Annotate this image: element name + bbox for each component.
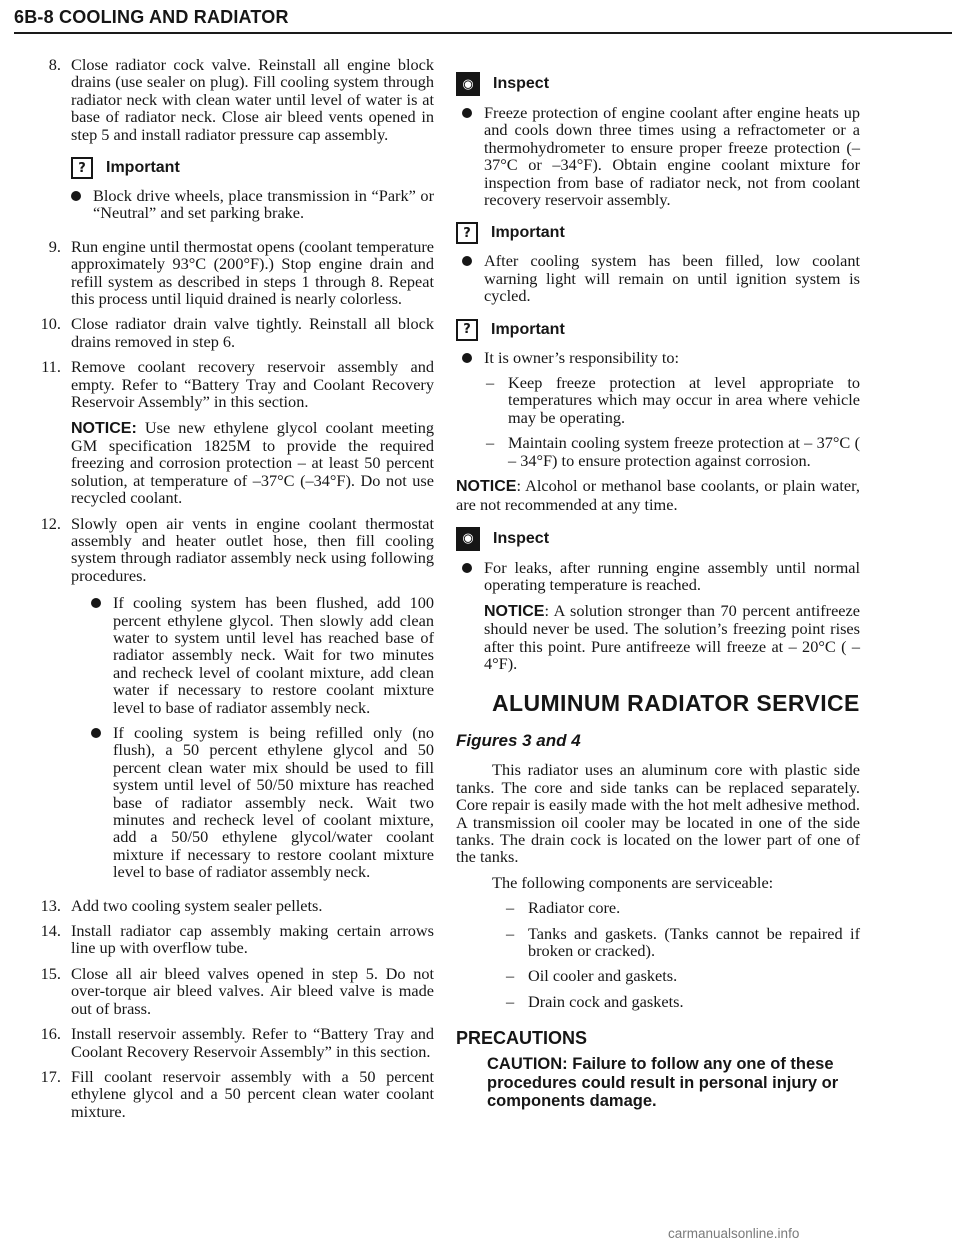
figures-heading: Figures 3 and 4: [456, 731, 581, 751]
step-9: 9. Run engine until thermostat opens (coolant temperature approximately 93°C (200°F).) Stop engine drain and refill system as described in steps 1 through 8. Repeat this process until liquid drained is nearly colorless.: [48, 236, 434, 309]
left-column: [34, 56, 434, 1128]
important-callout: ? Important: [456, 319, 860, 341]
inspect-eye-icon: ◉: [456, 527, 480, 551]
list-item: Block drive wheels, place transmission in “Park” or “Neutral” and set parking brake.: [71, 187, 434, 222]
step-11: 11. Remove coolant recovery reservoir assembly and empty. Refer to “Battery Tray and Coolant Recovery Reservoir Assembly” in this section. NOTICE: Use new ethylene glycol coolant meeting GM specification 1825M to provide the required freezing and corrosion protection – at least 50 percent solution, at temperature of –37°C (–34°F). Do not use recycled coolant.: [41, 357, 434, 508]
important-callout: ? Important: [456, 222, 860, 244]
bullet-icon: [91, 728, 101, 738]
bullet-icon: [462, 353, 472, 363]
step-12: 12. Slowly open air vents in engine coolant thermostat assembly and heater outlet hose, then fill cooling system through radiator assembly neck using following procedures. If cooling system has been flushed, add 100 percent ethylene glycol. Then slowly add clean water to system until level has reached base of radiator assembly neck. Wait for two minutes and recheck level of coolant mixture, add clean water if necessary to restore coolant mixture level to base of radiator assembly neck. If cooling system is being refilled only (no flush), a 50 percent ethylene glycol and 50 percent clean water mix should be used to fill system until level of 50/50 mixture has reached base of radiator assembly neck. Wait two minutes and recheck level of coolant mixture, add a 50/50 ethylene glycol/water coolant mixture if necessary to restore coolant mixture level to base of radiator assembly neck.: [40, 513, 434, 882]
right-column: [456, 64, 860, 1111]
notice: NOTICE: Use new ethylene glycol coolant meeting GM specification 1825M to provide the required freezing and corrosion protection – at least 50 percent solution, at temperature of –37°C (–34°F). Do not use recycled coolant.: [71, 417, 434, 508]
list-item: – Oil cooler and gaskets.: [506, 966, 678, 986]
serviceable-intro: The following components are serviceable:: [492, 872, 774, 892]
important-callout: ? Important: [71, 157, 434, 179]
step-14: 14. Install radiator cap assembly making certain arrows line up with overflow tube.: [40, 921, 434, 958]
list-item: – Tanks and gaskets. (Tanks cannot be repaired if broken or cracked).: [506, 923, 860, 960]
step-16: 16. Install reservoir assembly. Refer to “Battery Tray and Coolant Recovery Reservoir Assembly” in this section.: [40, 1024, 434, 1061]
step-10: 10. Close radiator drain valve tightly. Reinstall all block drains removed in step 6.: [40, 314, 434, 351]
page-title: 6B-8 COOLING AND RADIATOR: [14, 7, 289, 27]
list-item: – Maintain cooling system freeze protection at – 37°C ( – 34°F) to ensure protection against corrosion.: [486, 433, 860, 470]
bullet-icon: [462, 563, 472, 573]
step-13: 13. Add two cooling system sealer pellets.: [40, 895, 323, 915]
lightbulb-icon: ?: [456, 319, 478, 341]
notice: NOTICE: Alcohol or methanol base coolants, or plain water, are not recommended at any time.: [456, 476, 860, 514]
watermark: carmanualsonline.info: [668, 1226, 800, 1241]
step-15: 15. Close all air bleed valves opened in step 5. Do not over-torque air bleed valves. Air bleed valve is made out of brass.: [40, 963, 434, 1018]
page-header: [14, 6, 952, 34]
bullet-icon: [462, 108, 472, 118]
inspect-eye-icon: ◉: [456, 72, 480, 96]
lightbulb-icon: ?: [71, 157, 93, 179]
list-item: After cooling system has been filled, low coolant warning light will remain on until ignition system is cycled.: [456, 252, 860, 304]
bullet-icon: [91, 598, 101, 608]
list-item: – Keep freeze protection at level appropriate to temperatures which may occur in area where vehicle may be operating.: [486, 373, 860, 427]
list-item: For leaks, after running engine assembly until normal operating temperature is reached.: [456, 559, 860, 594]
list-item: – Drain cock and gaskets.: [506, 991, 684, 1011]
bullet-icon: [462, 256, 472, 266]
precautions-heading: PRECAUTIONS: [456, 1028, 588, 1049]
list-item: – Radiator core.: [506, 898, 621, 918]
list-item: It is owner’s responsibility to:: [456, 349, 860, 366]
list-item: Freeze protection of engine coolant after engine heats up and cools down three times using a refractometer or a thermohydrometer to ensure proper freeze protection (–37°C or –34°F). Obtain engine coolant mixture for inspection from base of radiator neck, not from coolant recovery reservoir assembly.: [456, 104, 860, 208]
inspect-callout: ◉ Inspect: [456, 72, 860, 96]
inspect-callout: ◉ Inspect: [456, 527, 860, 551]
section-title: ALUMINUM RADIATOR SERVICE: [492, 690, 860, 717]
step-8: 8. Close radiator cock valve. Reinstall all engine block drains (use sealer on plug). Fill cooling system through radiator neck with clean water until level of water is at base of radiator neck. Close air bleed vents opened in step 5 and install radiator pressure cap assembly. ? Important Block drive wheels, place transmission in “Park” or “Neutral” and set parking brake.: [48, 55, 434, 223]
caution-text: CAUTION: Failure to follow any one of these procedures could result in personal injury or components damage.: [487, 1055, 839, 1111]
step-17: 17. Fill coolant reservoir assembly with a 50 percent ethylene glycol and a 50 percent clean water coolant mixture.: [40, 1066, 434, 1121]
list-item: If cooling system is being refilled only (no flush), a 50 percent ethylene glycol and 50 percent clean water mix should be used to fill system until level of 50/50 mixture has reached base of radiator assembly neck. Wait two minutes and recheck level of coolant mixture, add a 50/50 ethylene glycol/water coolant mixture if necessary to restore coolant mixture level to base of radiator assembly neck.: [71, 724, 434, 881]
notice: NOTICE: A solution stronger than 70 percent antifreeze should never be used. The solution’s freezing point rises after this point. Pure antifreeze will freeze at – 20°C ( – 4°F).: [484, 600, 860, 673]
bullet-icon: [71, 191, 81, 201]
intro-paragraph: This radiator uses an aluminum core with plastic side tanks. The core and side tanks can be replaced separately. Core repair is easily made with the hot melt adhesive method. A transmission oil cooler may be located in one of the side tanks. The drain cock is located on the lower part of one of the tanks.: [456, 760, 860, 867]
lightbulb-icon: ?: [456, 222, 478, 244]
list-item: If cooling system has been flushed, add 100 percent ethylene glycol. Then slowly add clean water to system until level has reached base of radiator assembly neck. Wait for two minutes and recheck level of coolant mixture, add clean water if necessary to restore coolant mixture level to base of radiator assembly neck.: [71, 594, 434, 716]
